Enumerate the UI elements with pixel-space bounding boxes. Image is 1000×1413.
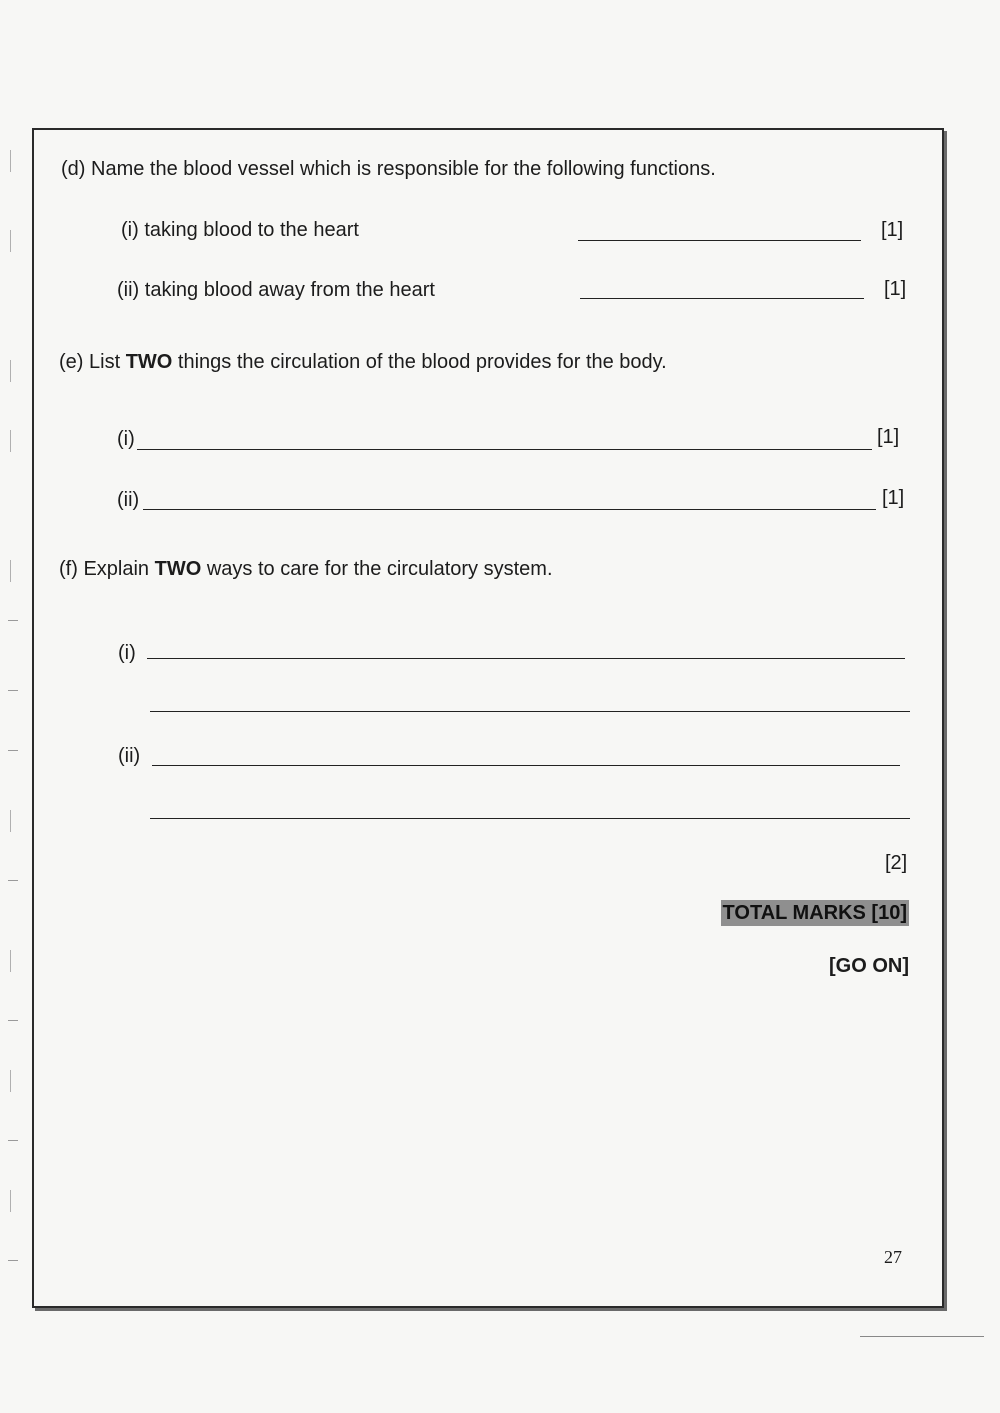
question-f: [59, 557, 553, 581]
part-text: taking blood to the heart: [144, 219, 359, 241]
page-number: 27: [884, 1247, 902, 1267]
bottom-rule: [860, 1336, 984, 1337]
question-box: [32, 128, 944, 1308]
mark-e-ii: [1]: [882, 487, 905, 509]
question-d-text: Name the blood vessel which is responsible for the following functions.: [91, 158, 716, 180]
question-e-label: (e): [59, 351, 84, 373]
mark-f: [2]: [885, 852, 908, 874]
total-marks: TOTAL MARKS [10]: [722, 902, 907, 924]
question-f-part-i-label: (i): [118, 642, 136, 664]
question-d-part-i: [121, 218, 359, 242]
mark-d-ii: [1]: [884, 278, 907, 300]
question-f-label: (f): [59, 558, 78, 580]
question-e-bold: TWO: [125, 351, 173, 373]
question-f-part-ii-label: (ii): [118, 745, 141, 767]
answer-line-d-ii[interactable]: [580, 298, 864, 299]
answer-line-f-i-2[interactable]: [150, 711, 910, 712]
question-d-label: (d): [61, 158, 86, 180]
question-d: [61, 157, 716, 181]
part-label: (i): [121, 219, 139, 241]
question-f-text-after: ways to care for the circulatory system.: [206, 558, 553, 580]
question-f-bold: TWO: [154, 558, 202, 580]
answer-line-e-i[interactable]: [137, 449, 872, 450]
question-e-part-i-label: (i): [117, 428, 135, 450]
answer-line-f-i-1[interactable]: [147, 658, 905, 659]
mark-e-i: [1]: [877, 426, 900, 448]
go-on-label: [GO ON]: [829, 955, 909, 977]
question-d-part-ii: [117, 278, 435, 302]
answer-line-f-ii-2[interactable]: [150, 818, 910, 819]
answer-line-d-i[interactable]: [578, 240, 861, 241]
answer-line-e-ii[interactable]: [143, 509, 876, 510]
question-e-text-before: List: [89, 351, 121, 373]
question-e-text-after: things the circulation of the blood provides for the body.: [177, 351, 667, 373]
mark-d-i: [1]: [881, 219, 904, 241]
question-e-part-ii-label: (ii): [117, 489, 140, 511]
question-f-text-before: Explain: [83, 558, 150, 580]
binding-margin: [8, 150, 28, 1330]
answer-line-f-ii-1[interactable]: [152, 765, 900, 766]
part-label: (ii): [117, 279, 140, 301]
question-e: [59, 350, 667, 374]
part-text: taking blood away from the heart: [144, 279, 435, 301]
